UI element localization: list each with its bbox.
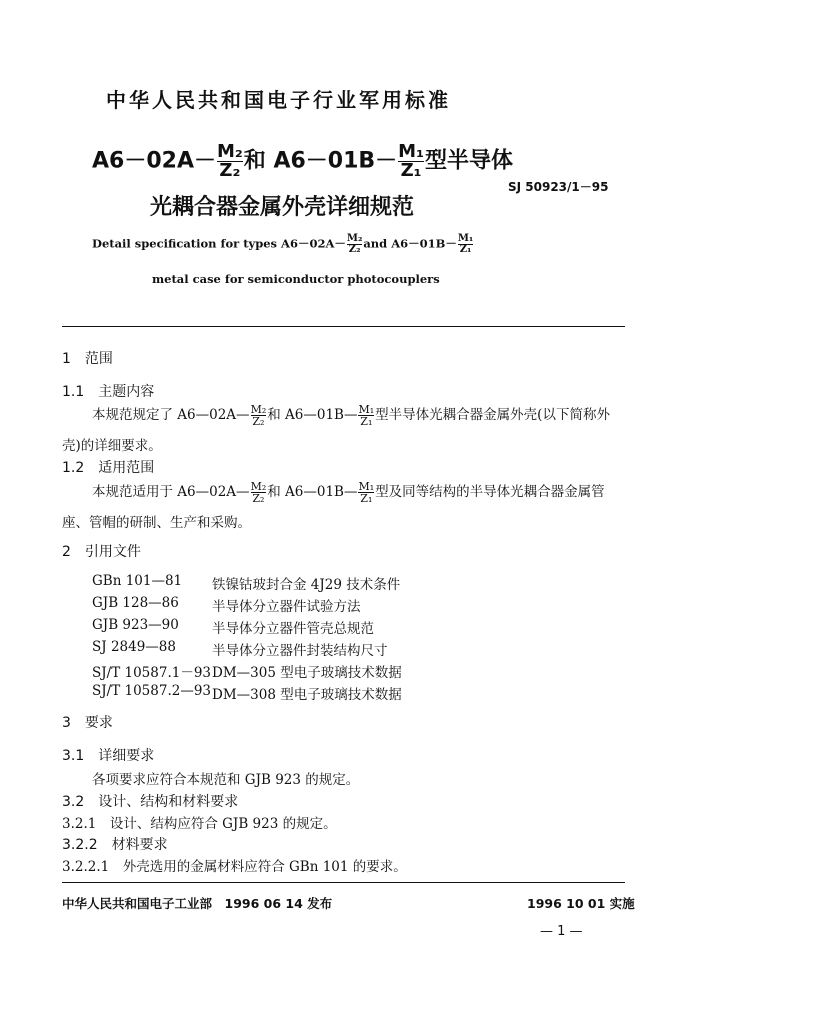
title-fraction-2 [398, 143, 424, 180]
document-title-line2: 光耦合器金属外壳详细规范 [150, 195, 415, 220]
english-title-part-b: and A6－01B－ [363, 236, 457, 251]
fraction-denominator: Z₂ [348, 244, 361, 255]
fraction-m1-z1 [358, 404, 374, 427]
fraction-denominator: Z₂ [252, 415, 265, 428]
fraction-numerator: M₁ [457, 233, 474, 244]
title-part-c: 型半导体 [424, 148, 513, 174]
document-title-line1 [92, 143, 513, 180]
section-1-1-heading: 1.1 主题内容 [62, 384, 155, 400]
reference-code: SJ/T 10587.2—93 [92, 683, 212, 699]
fraction-m1-z1 [358, 481, 374, 504]
english-title-line2: metal case for semiconductor photocouplers [152, 272, 440, 286]
text-part: 型及同等结构的半导体光耦合器金属管 [375, 484, 605, 500]
footer-divider [62, 882, 625, 883]
fraction-numerator: M₂ [216, 141, 243, 162]
fraction-numerator: M₁ [398, 141, 424, 162]
section-1-1-paragraph-line1 [92, 403, 610, 427]
section-1-2-heading: 1.2 适用范围 [62, 460, 155, 476]
section-3-heading: 3 要求 [62, 715, 113, 731]
section-3-2-2-heading: 3.2.2 材料要求 [62, 837, 168, 853]
reference-code: GBn 101—81 [92, 573, 183, 589]
fraction-numerator: M₂ [250, 403, 267, 416]
text-part: 和 A6—01B— [267, 484, 358, 500]
section-2-heading: 2 引用文件 [62, 544, 141, 560]
section-3-1-heading: 3.1 详细要求 [62, 748, 155, 764]
section-1-heading: 1 范围 [62, 351, 113, 367]
reference-title: DM—308 型电子玻璃技术数据 [212, 687, 402, 703]
fraction-m2-z2 [251, 404, 267, 427]
text-part: 本规范适用于 A6—02A— [92, 484, 250, 500]
fraction-numerator: M₁ [358, 480, 375, 493]
issuer-and-issue-date: 中华人民共和国电子工业部 1996 06 14 发布 [62, 896, 333, 911]
fraction-numerator: M₂ [346, 233, 363, 244]
fraction-denominator: Z₁ [400, 160, 422, 181]
reference-title: 半导体分立器件封装结构尺寸 [212, 643, 388, 659]
section-3-2-heading: 3.2 设计、结构和材料要求 [62, 794, 239, 810]
standard-category-header: 中华人民共和国电子行业军用标准 [106, 88, 451, 112]
section-3-1-paragraph: 各项要求应符合本规范和 GJB 923 的规定。 [92, 772, 360, 788]
section-3-2-1-paragraph: 3.2.1 设计、结构应符合 GJB 923 的规定。 [62, 816, 337, 832]
reference-title: DM—305 型电子玻璃技术数据 [212, 665, 402, 681]
english-title-line1 [92, 234, 474, 255]
section-1-2-paragraph-line1 [92, 480, 605, 504]
reference-title: 半导体分立器件管壳总规范 [212, 621, 374, 637]
header-divider [62, 326, 625, 327]
fraction-numerator: M₂ [250, 480, 267, 493]
title-part-a: A6－02A－ [92, 148, 216, 174]
page-number: — 1 — [540, 924, 583, 939]
effective-date: 1996 10 01 实施 [527, 896, 635, 911]
english-title-part-a: Detail specification for types A6－02A－ [92, 236, 346, 251]
title-part-b: 和 A6－01B－ [243, 148, 398, 174]
section-3-2-2-1-paragraph: 3.2.2.1 外壳选用的金属材料应符合 GBn 101 的要求。 [62, 859, 407, 875]
document-number: SJ 50923/1－95 [508, 180, 609, 194]
reference-title: 半导体分立器件试验方法 [212, 599, 361, 615]
reference-code: SJ 2849—88 [92, 639, 176, 655]
fraction-denominator: Z₁ [360, 492, 373, 505]
fraction-denominator: Z₂ [252, 492, 265, 505]
reference-title: 铁镍钴玻封合金 4J29 技术条件 [212, 577, 401, 593]
reference-code: GJB 128—86 [92, 595, 179, 611]
reference-code: SJ/T 10587.1－93 [92, 665, 212, 681]
reference-code: GJB 923—90 [92, 617, 179, 633]
fraction-denominator: Z₂ [219, 160, 241, 181]
text-part: 型半导体光耦合器金属外壳(以下简称外 [375, 407, 610, 423]
english-fraction-1 [347, 234, 362, 255]
fraction-denominator: Z₁ [360, 415, 373, 428]
section-1-2-paragraph-line2: 座、管帽的研制、生产和采购。 [62, 515, 251, 531]
title-fraction-1 [217, 143, 243, 180]
fraction-m2-z2 [251, 481, 267, 504]
section-1-1-paragraph-line2: 壳)的详细要求。 [62, 438, 162, 454]
fraction-numerator: M₁ [358, 403, 375, 416]
text-part: 和 A6—01B— [267, 407, 358, 423]
english-fraction-2 [458, 234, 473, 255]
text-part: 本规范规定了 A6—02A— [92, 407, 250, 423]
fraction-denominator: Z₁ [459, 244, 472, 255]
